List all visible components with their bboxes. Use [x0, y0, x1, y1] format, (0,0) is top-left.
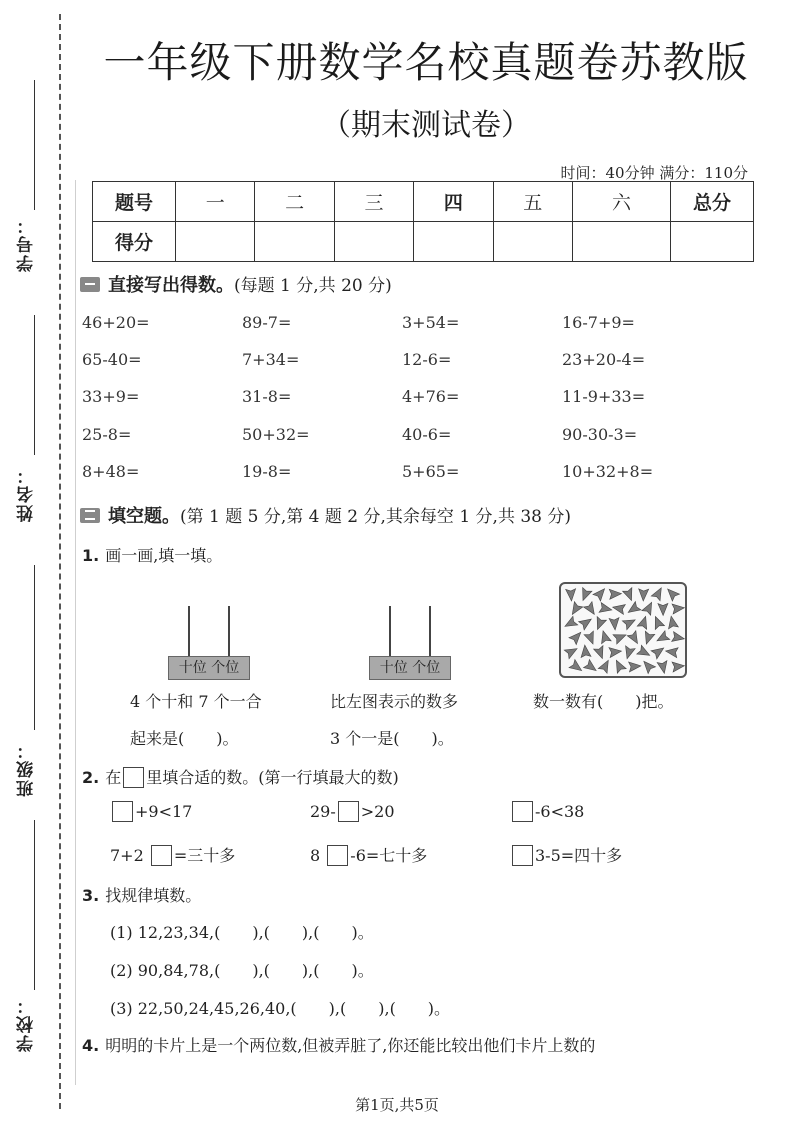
- section-1-title: 直接写出得数。: [108, 275, 234, 296]
- calc-item: 90-30-3=: [562, 425, 638, 444]
- expr-text: >20: [360, 802, 395, 821]
- umbrella-shape: [564, 644, 579, 659]
- calc-item: 3+54=: [402, 313, 460, 332]
- table-header-cell: 二: [255, 182, 334, 222]
- q1-c-line1: 数一数有( )把。: [533, 692, 674, 711]
- binding-dashed-line: [59, 14, 61, 1109]
- calc-item: 8+48=: [82, 462, 140, 481]
- answer-box[interactable]: [151, 845, 172, 866]
- umbrella-shape: [622, 615, 637, 629]
- umbrella-shape: [609, 646, 622, 657]
- score-table-header-row: [93, 182, 754, 222]
- umbrella-shape: [580, 645, 591, 658]
- q3-item-1: (1) 12,23,34,( ),( ),( )。: [110, 923, 374, 942]
- answer-box[interactable]: [512, 801, 533, 822]
- umbrella-shape: [637, 615, 650, 630]
- q2-r1-a: [110, 802, 192, 823]
- abacus-a: [168, 606, 250, 686]
- expr-text: 8: [310, 846, 321, 865]
- page-footer: 第1页,共5页: [355, 1096, 439, 1114]
- calc-item: 10+32+8=: [562, 462, 654, 481]
- umbrella-shape: [654, 631, 669, 646]
- umbrella-shape: [637, 645, 652, 659]
- q2-r1-c: [510, 802, 584, 823]
- q3-item-3: (3) 22,50,24,45,26,40,( ),( ),( )。: [110, 999, 451, 1018]
- umbrella-shape: [665, 646, 678, 658]
- table-header-cell: 四: [414, 182, 493, 222]
- umbrella-shape: [612, 658, 626, 673]
- q3-item-2: (2) 90,84,78,( ),( ),( )。: [110, 961, 374, 980]
- tens-rod: [188, 606, 190, 656]
- umbrella-shape: [672, 603, 685, 614]
- table-header-cell: 题号: [93, 182, 176, 222]
- score-cell[interactable]: [573, 222, 671, 262]
- umbrella-shape: [664, 585, 680, 601]
- table-header-cell: 总分: [671, 182, 754, 222]
- expr-text: -6<38: [535, 802, 585, 821]
- calc-item: 12-6=: [402, 350, 452, 369]
- umbrella-shape: [622, 646, 635, 660]
- section-2-note: (第 1 题 5 分,第 4 题 2 分,其余每空 1 分,共 38 分): [180, 507, 572, 527]
- school-label: 学校：: [17, 995, 37, 1052]
- question-number: 1.: [82, 546, 100, 565]
- name-line: [34, 315, 35, 455]
- expr-text: =三十多: [173, 846, 236, 865]
- student-no-label: 学号：: [17, 215, 37, 272]
- question-3: [82, 883, 201, 906]
- umbrella-shape: [672, 632, 685, 644]
- calc-item: 31-8=: [242, 387, 292, 406]
- question-text: 明明的卡片上是一个两位数,但被弄脏了,你还能比较出他们卡片上数的: [105, 1036, 596, 1055]
- calc-item: 11-9+33=: [562, 387, 646, 406]
- name-label: 姓名：: [17, 465, 37, 522]
- umbrella-shape: [594, 646, 608, 661]
- expr-text: -6=七十多: [350, 846, 428, 865]
- umbrella-shape: [598, 658, 612, 673]
- umbrella-shape: [642, 631, 655, 646]
- table-header-cell: 五: [493, 182, 572, 222]
- ones-rod: [429, 606, 431, 656]
- calc-item: 50+32=: [242, 425, 310, 444]
- umbrella-shape: [613, 630, 628, 644]
- question-1: [82, 543, 222, 566]
- calc-item: 25-8=: [82, 425, 132, 444]
- umbrella-shape: [593, 585, 608, 601]
- answer-box[interactable]: [112, 801, 133, 822]
- calc-item: 19-8=: [242, 462, 292, 481]
- section-2-title: 填空题。: [108, 506, 180, 527]
- q1-b-line2: 3 个一是( )。: [330, 729, 454, 748]
- umbrella-shape: [593, 617, 607, 632]
- q2-r2-c: [510, 843, 622, 867]
- section-2-badge-icon: [80, 508, 100, 523]
- page-title: 一年级下册数学名校真题卷苏教版: [103, 38, 749, 87]
- umbrella-shape: [609, 589, 622, 600]
- umbrella-shape: [598, 629, 611, 643]
- answer-box[interactable]: [338, 801, 359, 822]
- umbrella-shape: [566, 589, 577, 602]
- umbrella-shape: [569, 629, 584, 645]
- abacus-base-label: 十位 个位: [369, 656, 451, 680]
- class-line: [34, 565, 35, 730]
- q1-b-line1: 比左图表示的数多: [330, 692, 459, 711]
- umbrella-shape: [658, 603, 668, 615]
- score-cell[interactable]: [176, 222, 255, 262]
- umbrella-shape: [627, 631, 642, 646]
- abacus-base-label: 十位 个位: [168, 656, 250, 680]
- q2-r1-b: [310, 802, 395, 823]
- umbrella-shape: [584, 602, 599, 618]
- umbrella-shape: [642, 600, 656, 615]
- umbrella-shape: [609, 618, 620, 631]
- question-text: 画一画,填一填。: [105, 546, 223, 565]
- umbrella-shape: [568, 602, 583, 617]
- expr-text: 3-5=四十多: [535, 846, 623, 865]
- answer-box[interactable]: [123, 767, 144, 788]
- calc-item: 33+9=: [82, 387, 140, 406]
- section-1-heading: [80, 271, 392, 297]
- question-text: 在: [105, 768, 122, 787]
- score-table-row: [93, 222, 754, 262]
- calc-item: 46+20=: [82, 313, 150, 332]
- umbrella-shape: [579, 615, 595, 630]
- umbrella-shape: [672, 661, 685, 672]
- score-cell[interactable]: [255, 222, 334, 262]
- table-header-cell: 六: [573, 182, 671, 222]
- umbrella-shape: [623, 588, 637, 603]
- calc-item: 40-6=: [402, 425, 452, 444]
- q2-r2-a: [110, 843, 235, 867]
- question-2: [82, 765, 399, 789]
- exam-meta: 时间：40分钟 满分：110分: [560, 164, 748, 182]
- table-row-label: 得分: [93, 222, 176, 262]
- calc-item: 7+34=: [242, 350, 300, 369]
- calc-item: 89-7=: [242, 313, 292, 332]
- q1-a-line2: 起来是( )。: [130, 729, 239, 748]
- calc-item: 23+20-4=: [562, 350, 646, 369]
- section-2-heading: [80, 502, 571, 528]
- umbrella-shape: [612, 602, 626, 614]
- umbrella-shape: [584, 631, 598, 646]
- expr-text: 29-: [310, 802, 336, 821]
- umbrella-shape: [584, 660, 600, 675]
- umbrella-shape: [578, 588, 592, 603]
- score-cell[interactable]: [493, 222, 572, 262]
- umbrella-shape: [562, 616, 577, 631]
- score-cell[interactable]: [414, 222, 493, 262]
- question-text: 里填合适的数。(第一行填最大的数): [146, 768, 399, 787]
- calc-item: 4+76=: [402, 387, 460, 406]
- umbrella-shape: [666, 615, 678, 629]
- page-subtitle: （期末测试卷）: [321, 108, 531, 143]
- score-table: [92, 181, 754, 262]
- calc-item: 65-40=: [82, 350, 142, 369]
- umbrella-shape: [629, 661, 642, 672]
- section-1-note: (每题 1 分,共 20 分): [234, 276, 392, 296]
- question-text: 找规律填数。: [105, 886, 202, 905]
- answer-box[interactable]: [327, 845, 348, 866]
- question-number: 2.: [82, 768, 100, 787]
- umbrella-shape: [599, 603, 613, 615]
- expr-text: +9<17: [135, 802, 193, 821]
- calc-item: 5+65=: [402, 462, 460, 481]
- q2-r2-b: [310, 843, 427, 867]
- umbrella-shape: [651, 644, 667, 659]
- umbrella-icon: [561, 584, 685, 676]
- q1-a-line1: 4 个十和 7 个一合: [130, 692, 262, 711]
- answer-box[interactable]: [512, 845, 533, 866]
- tens-rod: [389, 606, 391, 656]
- ones-rod: [228, 606, 230, 656]
- umbrella-picture: [559, 582, 687, 678]
- question-number: 3.: [82, 886, 100, 905]
- school-line: [34, 820, 35, 990]
- calc-item: 16-7+9=: [562, 313, 635, 332]
- expr-text: 7+2: [110, 846, 144, 865]
- umbrella-shape: [640, 658, 655, 674]
- student-no-line: [34, 80, 35, 210]
- abacus-b: [369, 606, 451, 686]
- question-number: 4.: [82, 1036, 100, 1055]
- score-cell[interactable]: [334, 222, 413, 262]
- page-inner-border: [75, 180, 76, 1085]
- score-cell[interactable]: [671, 222, 754, 262]
- umbrella-shape: [625, 602, 641, 617]
- section-1-badge-icon: [80, 277, 100, 292]
- umbrella-shape: [569, 660, 585, 675]
- umbrella-shape: [651, 615, 665, 630]
- table-header-cell: 三: [334, 182, 413, 222]
- umbrella-shape: [651, 585, 665, 600]
- class-label: 班级：: [17, 740, 37, 797]
- question-4: [82, 1033, 595, 1056]
- umbrella-shape: [657, 661, 669, 675]
- umbrella-shape: [638, 589, 648, 601]
- table-header-cell: 一: [176, 182, 255, 222]
